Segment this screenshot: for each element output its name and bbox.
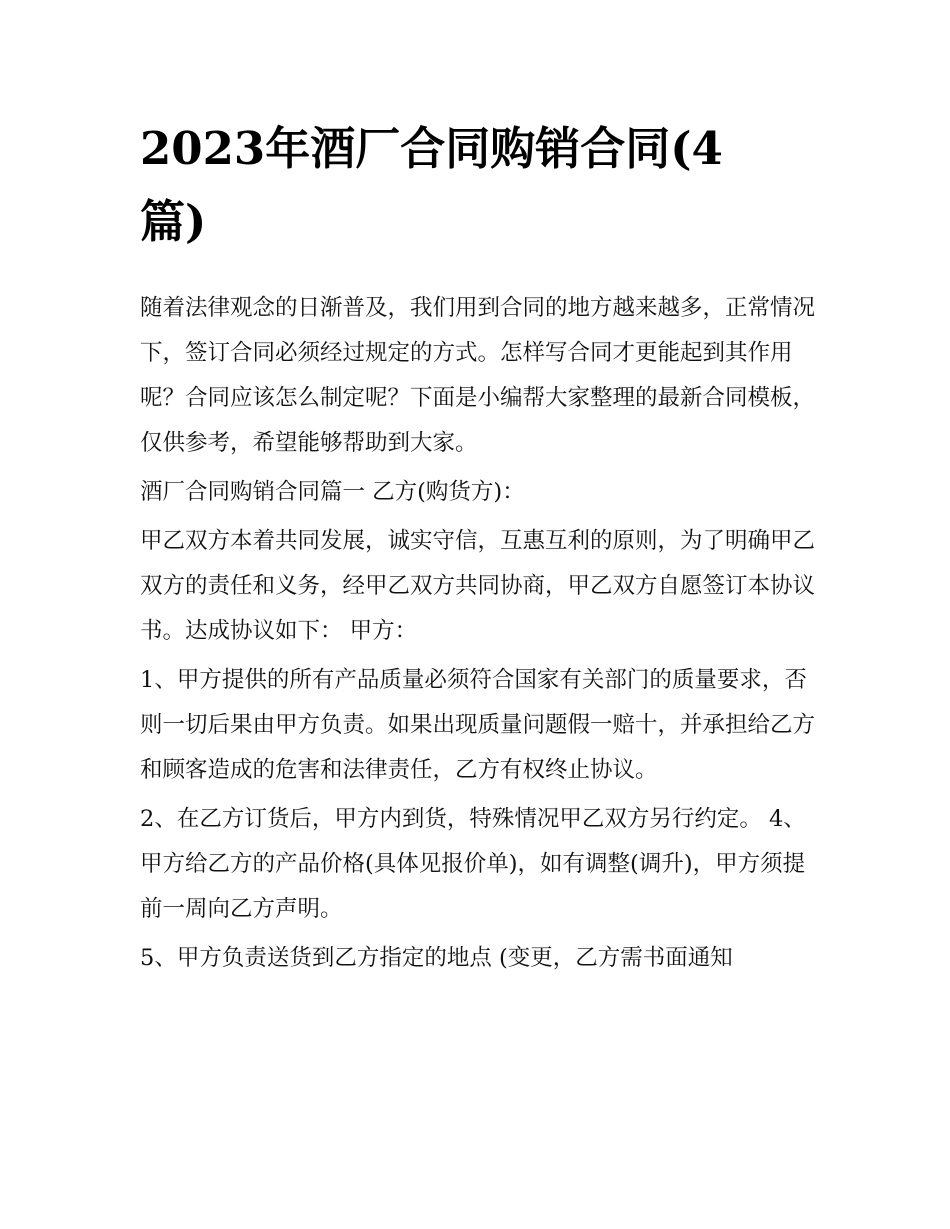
preamble-paragraph: 甲乙双方本着共同发展，诚实守信，互惠互利的原则，为了明确甲乙双方的责任和义务，经甲乙双方共同协商，甲乙双方自愿签订本协议书。达成协议如下： 甲方： [140,528,816,644]
clause-1: 1、甲方提供的所有产品质量必须符合国家有关部门的质量要求，否则一切后果由甲方负责。如果出现质量问题假一赔十，并承担给乙方和顾客造成的危害和法律责任，乙方有权终止协议。 [140,667,816,783]
section-heading: 酒厂合同购销合同篇一 乙方(购货方)： [140,479,525,505]
document-page [140,112,820,981]
intro-paragraph: 随着法律观念的日渐普及，我们用到合同的地方越来越多，正常情况下，签订合同必须经过规定的方式。怎样写合同才更能起到其作用呢？合同应该怎么制定呢？下面是小编帮大家整理的最新合同模板，仅供参考，希望能够帮助到大家。 [140,295,816,456]
document-title: 2023年酒厂合同购销合同(4篇) [140,122,723,248]
clause-2-4: 2、在乙方订货后，甲方内到货，特殊情况甲乙双方另行约定。 4、 甲方给乙方的产品价格(具体见报价单)，如有调整(调升)，甲方须提前一周向乙方声明。 [140,806,806,922]
clause-5: 5、甲方负责送货到乙方指定的地点 (变更，乙方需书面通知 [140,945,733,971]
